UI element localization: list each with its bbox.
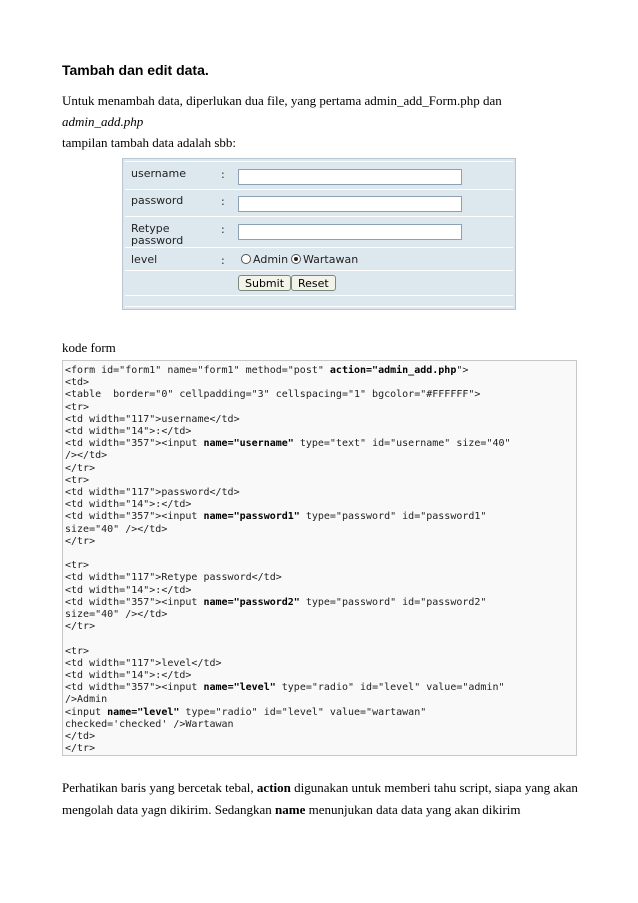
code-title: kode form	[62, 340, 116, 355]
password-input[interactable]	[238, 196, 462, 212]
code-highlight: name="username"	[203, 438, 294, 450]
level-label: level	[131, 253, 158, 266]
code-highlight: name="level"	[203, 682, 276, 694]
code-highlight: name="level"	[107, 706, 180, 718]
colon: :	[221, 168, 225, 181]
intro-filename: admin_add.php	[62, 114, 144, 129]
retype-password-label: Retype password	[131, 222, 184, 247]
intro-text: Untuk menambah data, diperlukan dua file, yang pertama admin_add_Form.php dan	[62, 93, 502, 108]
submit-button[interactable]: Submit	[238, 275, 291, 291]
outro-text: mengolah data yagn dikirim. Sedangkan	[62, 802, 276, 817]
radio-admin[interactable]	[241, 254, 251, 264]
form-row-password	[125, 189, 513, 217]
radio-wartawan[interactable]	[291, 254, 301, 264]
colon: :	[221, 254, 225, 267]
colon: :	[221, 223, 225, 236]
password-label: password	[131, 194, 184, 207]
outro-text: menunjukan data data yang akan dikirim	[305, 802, 521, 817]
form-row-level	[125, 248, 513, 271]
form-preview-screenshot	[122, 158, 516, 310]
radio-wartawan-label: Wartawan	[303, 253, 359, 266]
keyword-action: action	[256, 780, 291, 795]
username-input[interactable]	[238, 169, 462, 185]
code-highlight: name="password1"	[203, 511, 300, 523]
code-block	[62, 360, 577, 756]
form-row-retype-password	[125, 217, 513, 248]
keyword-name: name	[275, 802, 306, 817]
retype-password-input[interactable]	[238, 224, 462, 240]
form-row-username	[125, 161, 513, 190]
outro-text-line2	[62, 802, 521, 818]
radio-admin-label: Admin	[253, 253, 289, 266]
page-heading: Tambah dan edit data.	[62, 62, 209, 78]
outro-text: Perhatikan baris yang bercetak tebal,	[62, 780, 257, 795]
form-row-empty	[125, 296, 513, 307]
form-row-buttons	[125, 271, 513, 296]
reset-button[interactable]: Reset	[291, 275, 336, 291]
code-highlight: name="password2"	[203, 596, 300, 608]
username-label: username	[131, 167, 186, 180]
code-highlight: action="admin_add.php	[329, 365, 457, 376]
outro-text: digunakan untuk memberi tahu script, siapa yang akan	[290, 780, 578, 795]
intro-caption: tampilan tambah data adalah sbb:	[62, 135, 236, 150]
colon: :	[221, 195, 225, 208]
outro-text-line1	[62, 780, 578, 796]
code-text: <form id="form1" name="form1" method="post" action="admin_add.php"> <td> <table border="0" cellpadding="3" cellspacing="1" bgcolor="#FFFFFF"> <tr> <td width="117">username</td> <td width="14">:</td> <td width="357"><input name="username" type="text" id="username" size="40" /></td> </tr> <tr> <td width="117">password</td> <td width="14">:</td> <td width="357"><input name="password1" type="password" id="password1" size="40" /></td> </tr> <tr> <td width="117">Retype password</td> <td width="14">:</td> <td width="357"><input name="password2" type="password" id="password2" size="40" /></td> </tr> <tr> <td width="117">level</td> <td width="14">:</td> <td width="357"><input name="level" type="radio" id="level" value="admin" />Admin <input name="level" type="radio" id="level" value="wartawan" checked='checked' />Wartawan </td> </tr>	[65, 365, 511, 755]
